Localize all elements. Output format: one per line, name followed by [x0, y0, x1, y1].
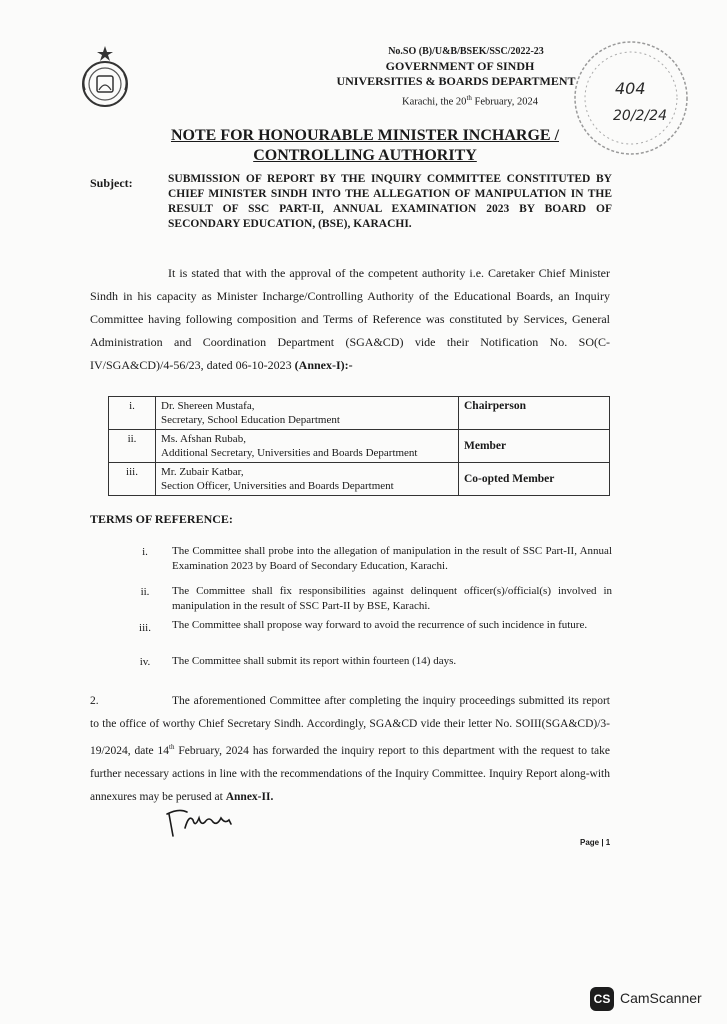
tor-number: i. [142, 546, 148, 558]
terms-of-reference-heading: TERMS OF REFERENCE: [90, 512, 233, 526]
table-row [109, 397, 610, 430]
sindh-government-emblem [72, 44, 138, 110]
tor-item: The Committee shall submit its report within fourteen (14) days. [172, 655, 457, 667]
tor-item: The Committee shall fix responsibilities against delinquent officer(s)/official(s) involved in manipulation in the result of SSC Part-II by BSE, Karachi. [172, 585, 612, 612]
committee-table [108, 396, 610, 496]
letter-date: Karachi, the 20th February, 2024 [402, 94, 538, 108]
paragraph-1: It is stated that with the approval of the competent authority i.e. Caretaker Chief Minister Sindh in his capacity as Minister Incharge/Controlling Authority of the Educational Boards, an Inquiry Committee having following composition and Terms of Reference was constituted by Services, General Administration and Coordination Department (SGA&CD) vide their Notification No. SO(C-IV/SGA&CD)/4-56/23, dated 06-10-2023 (Annex-I):- [90, 266, 610, 372]
department-name: UNIVERSITIES & BOARDS DEPARTMENT [336, 74, 576, 88]
tor-number: iii. [139, 622, 151, 634]
member-role: Member [459, 430, 610, 463]
note-title-line-1: NOTE FOR HONOURABLE MINISTER INCHARGE / [170, 127, 560, 144]
camscanner-watermark: CamScanner [620, 990, 702, 1006]
member-number: i. [109, 397, 156, 430]
tor-item: The Committee shall probe into the allegation of manipulation in the result of SSC Part-II, Annual Examination 2023 by Board of Secondary Education, Karachi. [172, 545, 612, 572]
member-details: Ms. Afshan Rubab, Additional Secretary, Universities and Boards Department [156, 430, 459, 463]
reference-number: No.SO (B)/U&B/BSEK/SSC/2022-23 [388, 46, 544, 57]
member-details: Dr. Shereen Mustafa, Secretary, School Education Department [156, 397, 459, 430]
member-role: Chairperson [459, 397, 610, 430]
table-row [109, 463, 610, 496]
government-name: GOVERNMENT OF SINDH [385, 59, 535, 73]
paragraph-2: 2. The aforementioned Committee after completing the inquiry proceedings submitted its report to the office of worthy Chief Secretary Sindh. Accordingly, SGA&CD vide their letter No. SOIII(SGA&CD)/3-19/2024, date 14th February, 2024 has forwarded the inquiry report to this department with the request to take further necessary actions in line with the recommendations of the Inquiry Committee. Inquiry Report along-with annexures may be perused at Annex-II. [90, 695, 610, 803]
member-details: Mr. Zubair Katbar, Section Officer, Universities and Boards Department [156, 463, 459, 496]
subject-text: SUBMISSION OF REPORT BY THE INQUIRY COMMITTEE CONSTITUTED BY CHIEF MINISTER SINDH INTO THE ALLEGATION OF MANIPULATION IN THE RESULT OF SSC PART-II, ANNUAL EXAMINATION 2023 BY BOARD OF SECONDARY EDUCATION, (BSE), KARACHI. [168, 173, 612, 230]
stamp-handwritten-date: 20/2/24 [613, 108, 667, 124]
tor-number: iv. [139, 656, 151, 668]
signature [165, 804, 245, 842]
camscanner-logo: CS [590, 987, 614, 1011]
stamp-diary-number: 404 [615, 79, 646, 98]
member-role: Co-opted Member [459, 463, 610, 496]
table-row [109, 430, 610, 463]
member-number: ii. [109, 430, 156, 463]
page-number: Page | 1 [580, 838, 611, 847]
tor-number: ii. [140, 586, 150, 598]
subject-label: Subject: [90, 176, 133, 190]
member-number: iii. [109, 463, 156, 496]
tor-item: The Committee shall propose way forward to avoid the recurrence of such incidence in future. [172, 619, 588, 631]
note-title-line-2: CONTROLLING AUTHORITY [253, 147, 477, 164]
